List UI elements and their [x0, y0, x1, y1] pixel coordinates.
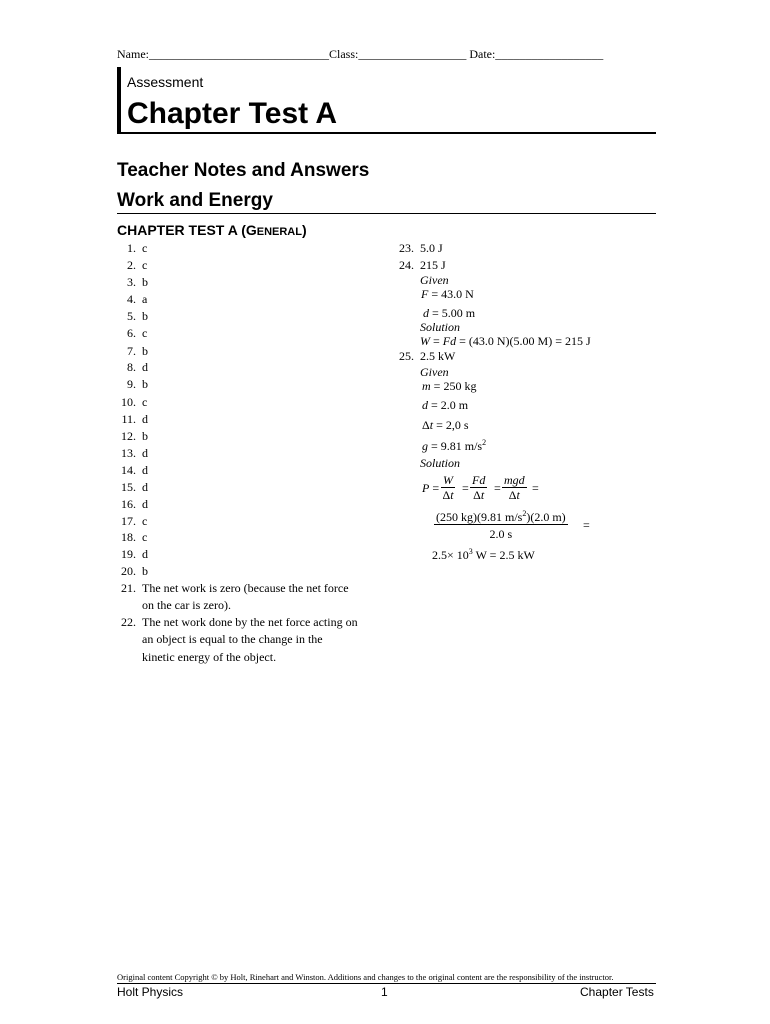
assessment-label: Assessment — [127, 74, 204, 90]
fraction-fd-over-dt: $\frac{Fd}{\Delta t}$ — [472, 473, 486, 502]
answer-25-distance: d = 2.0 m — [422, 398, 469, 412]
banner-rule — [117, 132, 656, 134]
answer-item: 16. d — [121, 497, 148, 511]
footer-copyright: Original content Copyright © by Holt, Rinehart and Winston. Additions and changes to the original content are the responsibility of the instructor. — [117, 972, 614, 982]
footer-book-title: Holt Physics — [117, 985, 184, 999]
equals-sign: = — [532, 481, 539, 495]
answer-25-result: $2.5\times 10^3$ W = 2.5 kW — [432, 547, 535, 562]
calculation-fraction: $\frac{(250 kg)(9.81 m/s^2)(2.0 m)}{2.0 s}$ — [436, 509, 566, 541]
equals-sign: = — [494, 481, 501, 495]
answer-item: 5. b — [127, 309, 148, 323]
answer-item: 2. c — [127, 258, 148, 272]
footer-rule — [117, 983, 656, 984]
answer-item: 17. c — [121, 514, 148, 528]
answer-item: 7. b — [127, 344, 148, 358]
answer-item: 6. c — [127, 326, 148, 340]
answer-item: 15. d — [121, 480, 148, 494]
banner-left-bar — [117, 67, 121, 134]
answer-item: 8. d — [127, 360, 148, 374]
answer-25-mass: m = 250 kg — [422, 379, 477, 393]
topic-rule — [117, 213, 656, 214]
answer-24-given-label: Given — [420, 273, 449, 287]
answer-24-distance: d = 5.00 m — [423, 306, 476, 320]
answer-item: 13. d — [121, 446, 148, 460]
test-heading: CHAPTER TEST A (GENERAL) — [117, 222, 307, 238]
answer-item: 3. b — [127, 275, 148, 289]
answer-24-force: F = 43.0 N — [421, 287, 474, 301]
power-equation-lhs: P = — [422, 481, 440, 495]
equals-sign: = — [462, 481, 469, 495]
student-info-line: Name:______________________________Class:__________________ Date:__________________ — [117, 47, 604, 61]
answer-item: 20. b — [121, 564, 148, 578]
footer-section: Chapter Tests — [580, 985, 654, 999]
answer-item: 19. d — [121, 547, 148, 561]
answer-25-solution-label: Solution — [420, 456, 461, 470]
answer-24-solution-label: Solution — [420, 320, 461, 334]
teacher-notes-heading: Teacher Notes and Answers — [117, 160, 370, 181]
answer-item: 9. b — [127, 377, 148, 391]
answer-item: 18. c — [121, 530, 148, 544]
answer-21-line2: on the car is zero). — [142, 598, 231, 612]
answer-22-line3: kinetic energy of the object. — [142, 650, 277, 664]
answer-item: 14. d — [121, 463, 148, 477]
page-title: Chapter Test A — [127, 97, 338, 130]
answer-item: 11. d — [121, 412, 148, 426]
answer-item: 1. c — [127, 241, 148, 255]
answer-25: 25. 2.5 kW — [399, 349, 456, 363]
answer-23: 23. 5.0 J — [399, 241, 443, 255]
page-number: 1 — [381, 985, 388, 999]
answer-item: 4. a — [127, 292, 148, 306]
answer-24-solution: W = Fd = (43.0 N)(5.00 M) = 215 J — [420, 334, 591, 348]
fraction-w-over-dt: $\frac{W}{\Delta t}$ — [442, 473, 454, 502]
answer-22: 22. The net work done by the net force acting on — [121, 615, 358, 629]
topic-heading: Work and Energy — [117, 190, 273, 211]
answer-item: 10. c — [121, 395, 148, 409]
answer-25-given-label: Given — [420, 365, 449, 379]
answer-item: 12. b — [121, 429, 148, 443]
answer-25-time: Δt = 2,0 s — [422, 418, 469, 432]
equals-sign: = — [583, 518, 590, 532]
fraction-mgd-over-dt: mgd Δt — [504, 473, 525, 502]
answer-22-line2: an object is equal to the change in the — [142, 632, 323, 646]
answer-25-gravity: g = 9.81 $m/s^2$ — [422, 438, 487, 453]
answer-21: 21. The net work is zero (because the net force — [121, 581, 349, 595]
answer-24: 24. 215 J — [399, 258, 446, 272]
